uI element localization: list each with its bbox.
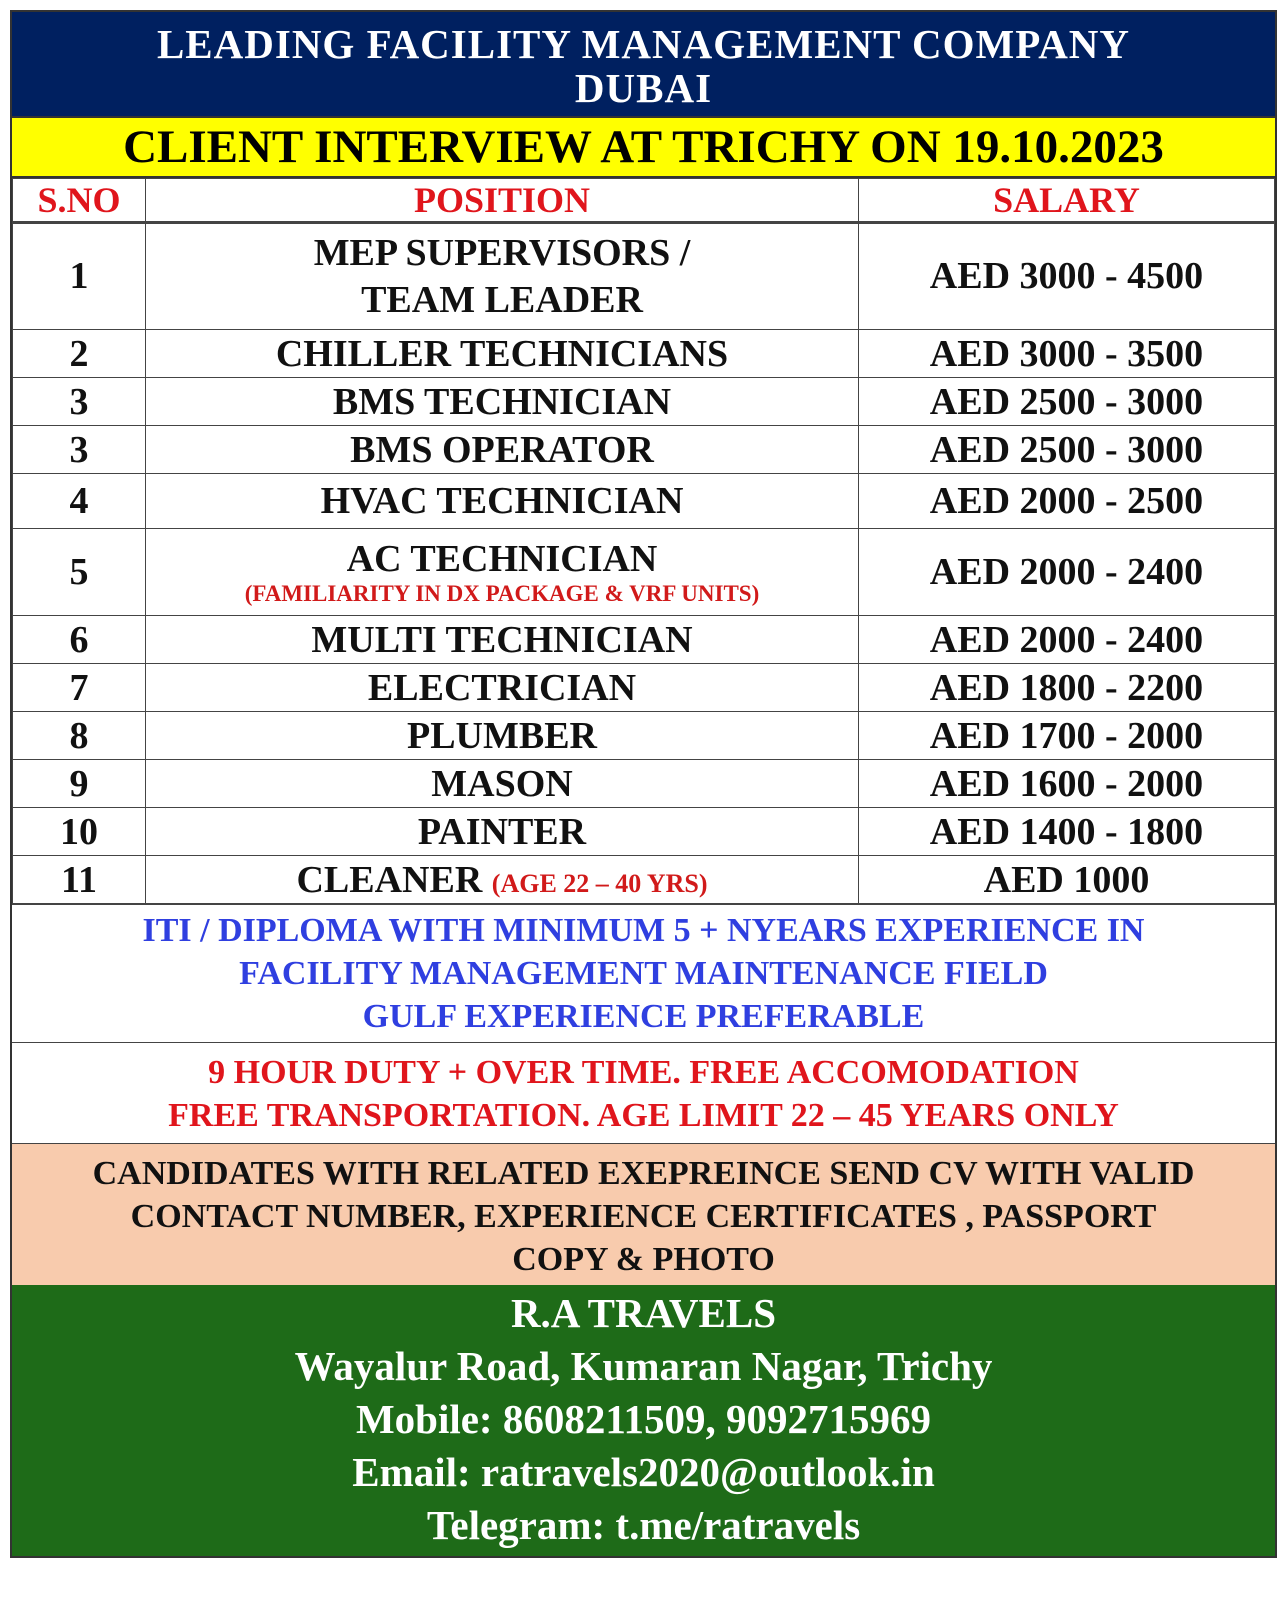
- row-position: MASON: [146, 760, 859, 808]
- row-salary: AED 3000 - 4500: [859, 223, 1275, 330]
- table-row: [13, 426, 1275, 474]
- row-sno: 7: [13, 664, 146, 712]
- terms-section: [12, 1042, 1275, 1143]
- contact-section: [12, 1285, 1275, 1556]
- position-title: CLEANER: [296, 858, 483, 901]
- row-sno: 2: [13, 330, 146, 378]
- row-position: ELECTRICIAN: [146, 664, 859, 712]
- row-position: [146, 223, 859, 330]
- company-location: DUBAI: [574, 65, 713, 111]
- row-sno: 9: [13, 760, 146, 808]
- requirement-line: FACILITY MANAGEMENT MAINTENANCE FIELD: [239, 955, 1048, 992]
- company-title: LEADING FACILITY MANAGEMENT COMPANY: [156, 21, 1131, 67]
- requirements-section: [12, 904, 1275, 1042]
- table-row: [13, 856, 1275, 904]
- row-salary: AED 2000 - 2500: [859, 474, 1275, 529]
- apply-instructions: [12, 1143, 1275, 1285]
- table-row: [13, 808, 1275, 856]
- table-row: [13, 223, 1275, 330]
- position-line: TEAM LEADER: [361, 278, 643, 321]
- column-header-salary: SALARY: [859, 179, 1275, 223]
- row-salary: AED 1700 - 2000: [859, 712, 1275, 760]
- position-line: MEP SUPERVISORS /: [313, 231, 691, 274]
- row-salary: AED 1000: [859, 856, 1275, 904]
- agency-name: R.A TRAVELS: [510, 1290, 777, 1336]
- terms-line: FREE TRANSPORTATION. AGE LIMIT 22 – 45 YEARS ONLY: [168, 1097, 1119, 1134]
- row-sno: 5: [13, 529, 146, 616]
- table-row: [13, 378, 1275, 426]
- apply-line: CONTACT NUMBER, EXPERIENCE CERTIFICATES , PASSPORT: [130, 1198, 1157, 1235]
- requirement-line: GULF EXPERIENCE PREFERABLE: [362, 998, 925, 1035]
- row-position: CHILLER TECHNICIANS: [146, 330, 859, 378]
- row-position: HVAC TECHNICIAN: [146, 474, 859, 529]
- table-row: [13, 760, 1275, 808]
- row-sno: 6: [13, 616, 146, 664]
- company-banner: [12, 12, 1275, 116]
- table-row: [13, 529, 1275, 616]
- position-note: (AGE 22 – 40 YRS): [491, 868, 708, 898]
- row-sno: 11: [13, 856, 146, 904]
- row-salary: AED 1800 - 2200: [859, 664, 1275, 712]
- row-salary: AED 2000 - 2400: [859, 529, 1275, 616]
- positions-table: [12, 178, 1275, 904]
- agency-telegram: Telegram: t.me/ratravels: [426, 1502, 861, 1548]
- position-title: AC TECHNICIAN: [346, 538, 658, 580]
- row-sno: 4: [13, 474, 146, 529]
- row-salary: AED 2500 - 3000: [859, 378, 1275, 426]
- agency-mobile: Mobile: 8608211509, 9092715969: [355, 1396, 932, 1442]
- job-advertisement: [10, 10, 1277, 1558]
- apply-line: COPY & PHOTO: [512, 1241, 775, 1278]
- table-header-row: [13, 179, 1275, 223]
- terms-line: 9 HOUR DUTY + OVER TIME. FREE ACCOMODATION: [208, 1054, 1079, 1091]
- row-position: BMS TECHNICIAN: [146, 378, 859, 426]
- agency-email: Email: ratravels2020@outlook.in: [352, 1449, 935, 1495]
- row-salary: AED 1400 - 1800: [859, 808, 1275, 856]
- row-salary: AED 2500 - 3000: [859, 426, 1275, 474]
- position-note: (FAMILIARITY IN DX PACKAGE & VRF UNITS): [244, 581, 760, 606]
- row-position: MULTI TECHNICIAN: [146, 616, 859, 664]
- row-sno: 1: [13, 223, 146, 330]
- column-header-sno: S.NO: [13, 179, 146, 223]
- row-position: [146, 529, 859, 616]
- agency-address: Wayalur Road, Kumaran Nagar, Trichy: [294, 1343, 993, 1389]
- row-sno: 3: [13, 426, 146, 474]
- row-salary: AED 3000 - 3500: [859, 330, 1275, 378]
- row-position: PAINTER: [146, 808, 859, 856]
- table-row: [13, 330, 1275, 378]
- row-sno: 3: [13, 378, 146, 426]
- requirement-line: ITI / DIPLOMA WITH MINIMUM 5 + NYEARS EXPERIENCE IN: [142, 912, 1145, 949]
- table-row: [13, 474, 1275, 529]
- row-sno: 8: [13, 712, 146, 760]
- row-position: BMS OPERATOR: [146, 426, 859, 474]
- apply-line: CANDIDATES WITH RELATED EXEPREINCE SEND CV WITH VALID: [92, 1155, 1195, 1192]
- row-position: [146, 856, 859, 904]
- interview-notice: CLIENT INTERVIEW AT TRICHY ON 19.10.2023: [12, 116, 1275, 178]
- table-row: [13, 712, 1275, 760]
- row-position: PLUMBER: [146, 712, 859, 760]
- table-row: [13, 664, 1275, 712]
- table-row: [13, 616, 1275, 664]
- row-salary: AED 2000 - 2400: [859, 616, 1275, 664]
- column-header-position: POSITION: [146, 179, 859, 223]
- row-sno: 10: [13, 808, 146, 856]
- row-salary: AED 1600 - 2000: [859, 760, 1275, 808]
